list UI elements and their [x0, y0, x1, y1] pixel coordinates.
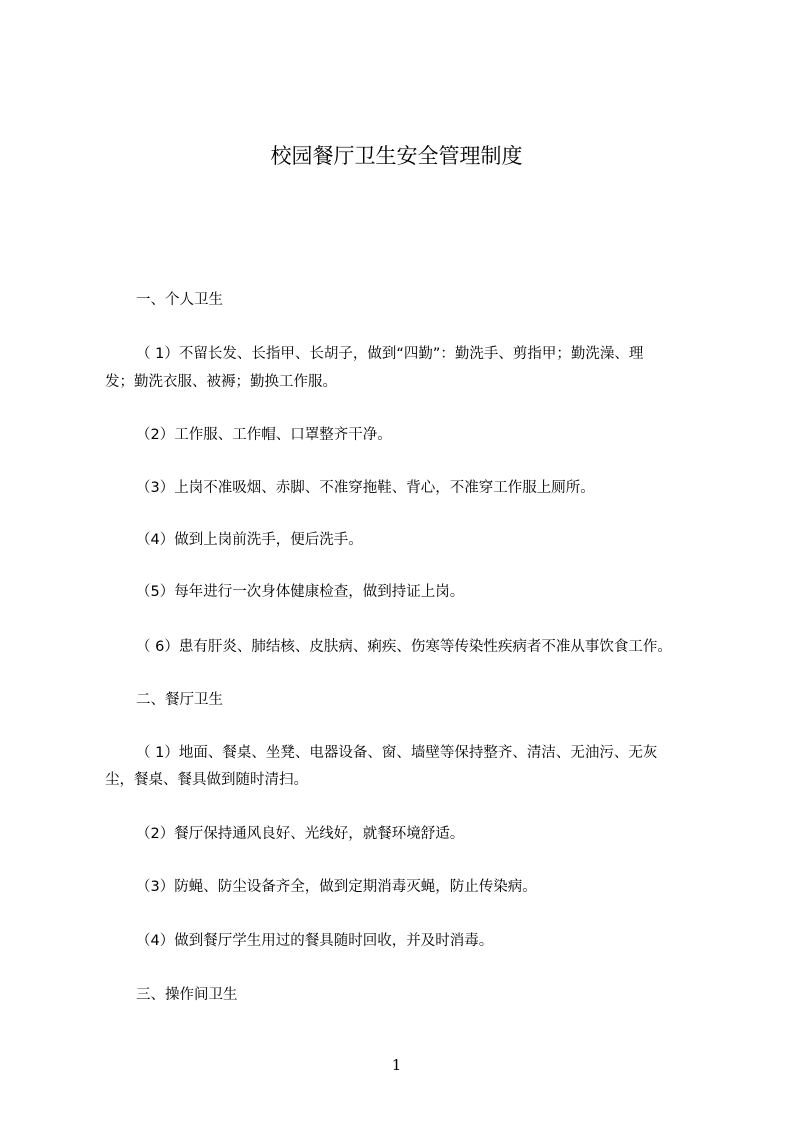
- paragraph-line: （ 1）不留长发、长指甲、长胡子，做到“四勤”：勤洗手、剪指甲；勤洗澡、理: [136, 346, 644, 362]
- page-title: 校园餐厅卫生安全管理制度: [270, 144, 523, 168]
- paragraph-line: （ 6）患有肝炎、肺结核、皮肤病、痢疾、伤寒等传染性疾病者不准从事饮食工作。: [136, 639, 672, 655]
- paragraph-line: （4）做到上岗前洗手，便后洗手。: [136, 532, 363, 548]
- paragraph-line: （3）上岗不准吸烟、赤脚、不准穿拖鞋、背心，不准穿工作服上厕所。: [136, 480, 595, 496]
- section-heading-personal-hygiene: 一、个人卫生: [136, 292, 223, 308]
- section-heading-kitchen-hygiene: 三、操作间卫生: [136, 987, 238, 1003]
- paragraph-line: （2）餐厅保持通风良好、光线好，就餐环境舒适。: [136, 826, 465, 842]
- paragraph-line: 发；勤洗衣服、被褥；勤换工作服。: [105, 374, 337, 390]
- paragraph-line: （2）工作服、工作帽、口罩整齐干净。: [136, 427, 392, 443]
- paragraph-line: 尘，餐桌、餐具做到随时清扫。: [105, 772, 308, 788]
- paragraph-line: （ 1）地面、餐桌、坐凳、电器设备、窗、墙壁等保持整齐、清洁、无油污、无灰: [136, 745, 658, 761]
- page-number: 1: [391, 1056, 402, 1074]
- paragraph-line: （5）每年进行一次身体健康检查，做到持证上岗。: [136, 584, 465, 600]
- section-heading-dining-hall-hygiene: 二、餐厅卫生: [136, 692, 223, 708]
- paragraph-line: （4）做到餐厅学生用过的餐具随时回收，并及时消毒。: [136, 933, 494, 949]
- paragraph-line: （3）防蝇、防尘设备齐全，做到定期消毒灭蝇，防止传染病。: [136, 879, 537, 895]
